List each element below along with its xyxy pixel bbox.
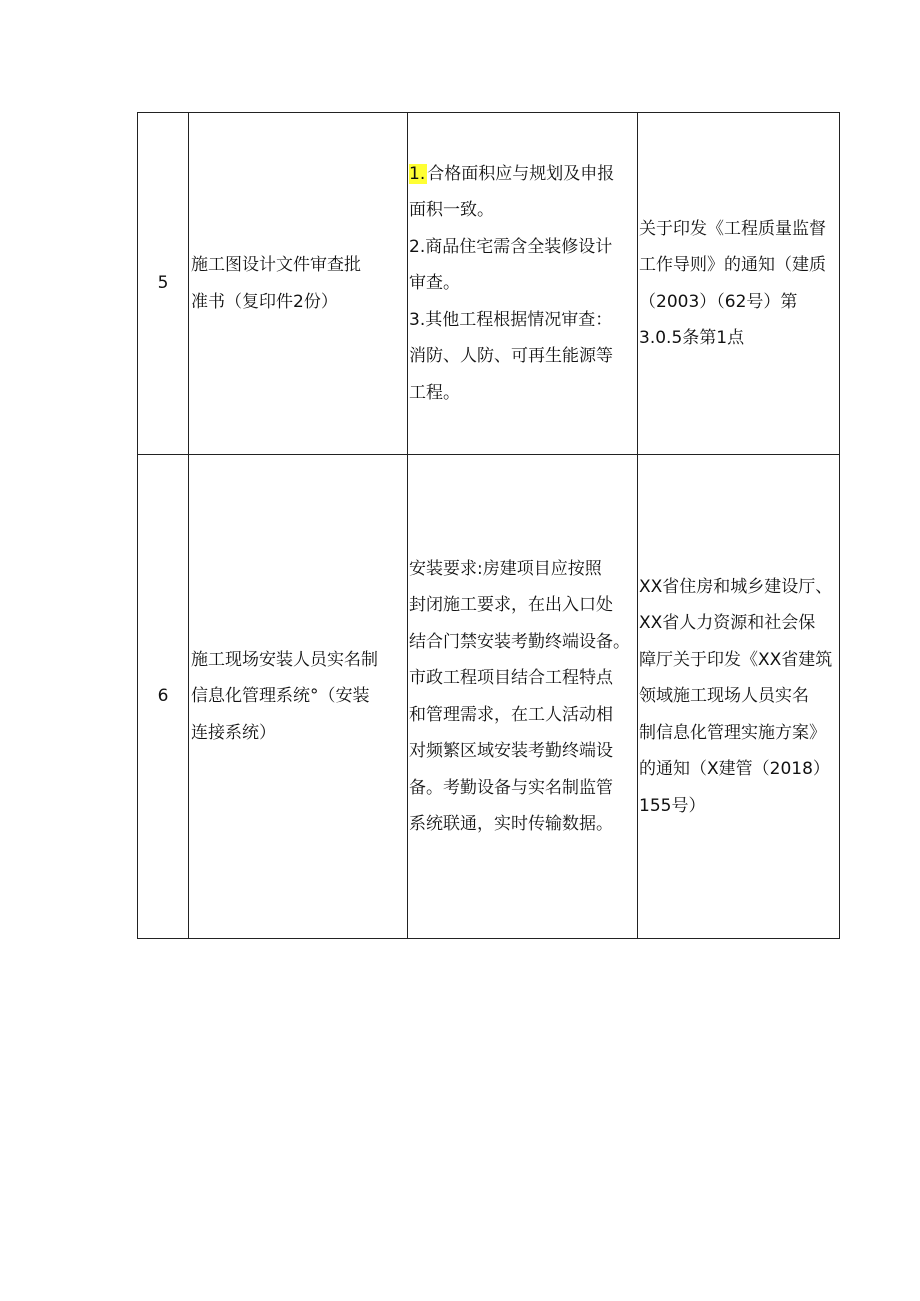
item-name-line: 准书（复印件2份）: [191, 291, 338, 312]
requirement-line: 系统联通，实时传输数据。: [409, 814, 613, 834]
basis-line: 的通知（X建管（2018）: [639, 759, 830, 780]
legal-basis-cell: [638, 455, 840, 939]
requirement-line: 封闭施工要求，在出入口处: [409, 595, 613, 615]
requirement-line: 1. 合格面积应与规划及申报: [409, 163, 615, 184]
requirement-line: 审查。: [409, 273, 460, 294]
basis-line: （2003）（62号）第: [639, 291, 798, 312]
basis-line: 制信息化管理实施方案》: [639, 722, 826, 743]
basis-line: 关于印发《工程质量监督: [639, 218, 826, 239]
basis-line: XX省人力资源和社会保: [639, 613, 816, 634]
requirement-line: 安装要求:房建项目应按照: [409, 558, 602, 579]
row-number: 6: [138, 455, 189, 939]
basis-line: 领域施工现场人员实名: [639, 686, 809, 707]
row-number: 5: [138, 113, 189, 455]
item-name-cell: [189, 113, 408, 455]
requirement-line: 2.商品住宅需含全装修设计: [409, 236, 613, 257]
requirement-line: 消防、人防、可再生能源等: [409, 346, 613, 367]
highlighted-number: 1.: [409, 163, 426, 184]
basis-line: 3.0.5条第1点: [639, 328, 745, 348]
requirement-cell: [408, 113, 638, 455]
item-name-line: 信息化管理系统°（安装: [191, 686, 370, 707]
basis-line: 工作导则》的通知（建质: [639, 255, 826, 275]
requirement-cell: [408, 455, 638, 939]
basis-line: 155号）: [639, 795, 706, 816]
item-name-line: 连接系统）: [191, 722, 276, 743]
table-row: [138, 455, 840, 939]
requirements-table: [137, 112, 840, 939]
item-name-line: 施工图设计文件审查批: [191, 255, 361, 275]
requirement-line: 面积一致。: [409, 200, 494, 221]
basis-line: XX省住房和城乡建设厅、: [639, 576, 833, 597]
item-name-cell: [189, 455, 408, 939]
requirement-line: 结合门禁安装考勤终端设备。: [409, 631, 630, 652]
legal-basis-cell: [638, 113, 840, 455]
requirement-line: 市政工程项目结合工程特点: [409, 668, 613, 688]
basis-line: 障厅关于印发《XX省建筑: [639, 649, 833, 670]
table-row: [138, 113, 840, 455]
item-name-line: 施工现场安装人员实名制: [191, 649, 378, 670]
requirement-line: 3.其他工程根据情况审查：: [409, 309, 613, 330]
requirement-line: 对频繁区域安装考勤终端设: [409, 741, 613, 761]
requirement-line: 和管理需求，在工人活动相: [409, 704, 613, 725]
requirement-line: 备。考勤设备与实名制监管: [409, 777, 613, 798]
requirement-line: 工程。: [409, 382, 460, 403]
